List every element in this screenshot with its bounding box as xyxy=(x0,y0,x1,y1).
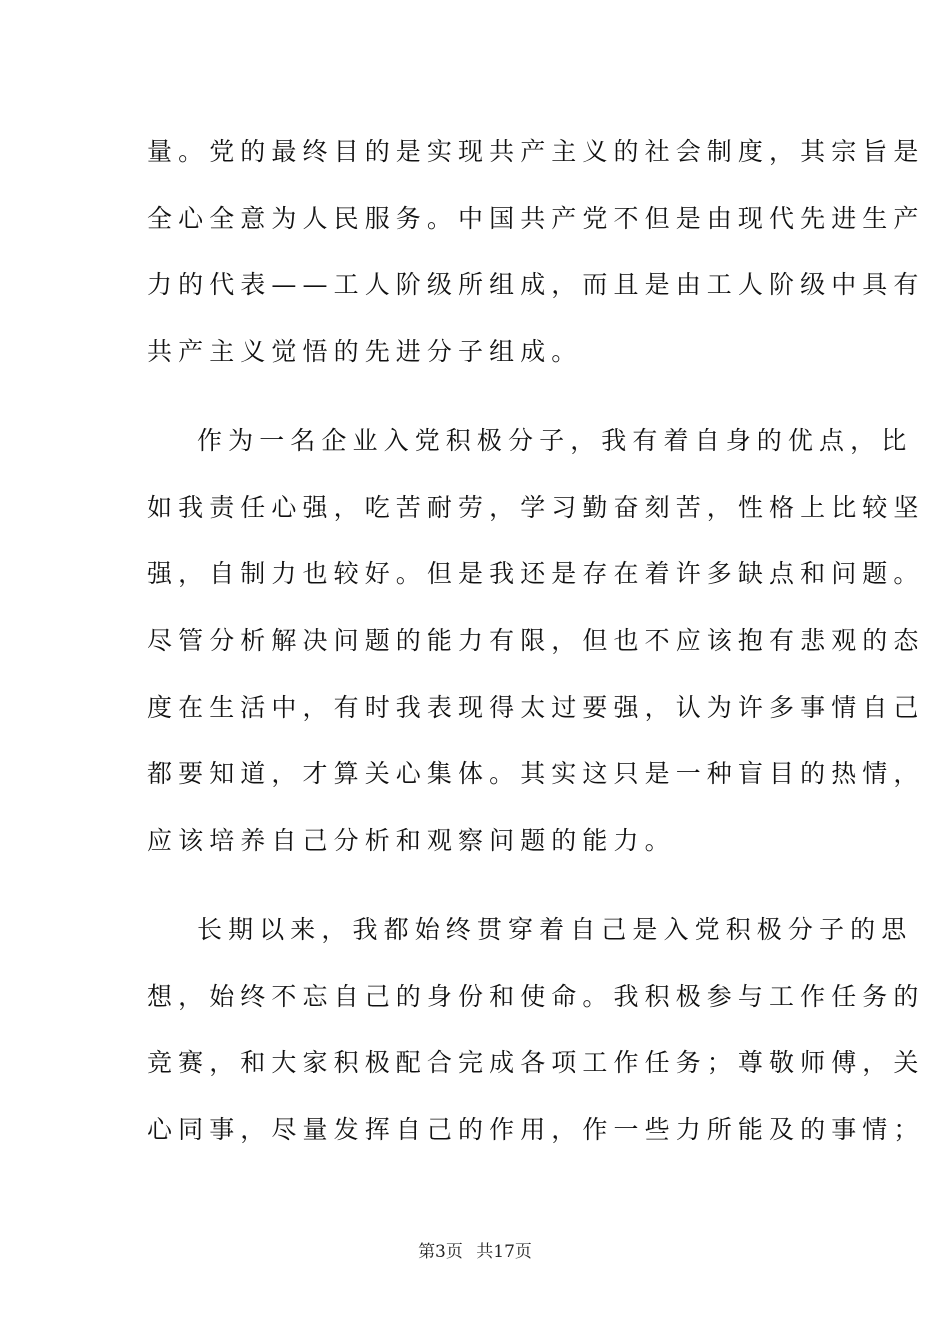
body-text-line: 强，自制力也较好。但是我还是存在着许多缺点和问题。 xyxy=(147,559,925,588)
page-number: 第3页 xyxy=(418,1242,463,1262)
body-text-line: 全心全意为人民服务。中国共产党不但是由现代先进生产 xyxy=(147,204,925,233)
page-footer xyxy=(0,1240,950,1264)
page-total: 共17页 xyxy=(476,1242,532,1262)
body-text-line: 共产主义觉悟的先进分子组成。 xyxy=(147,337,583,366)
body-text-line: 力的代表——工人阶级所组成，而且是由工人阶级中具有 xyxy=(147,270,925,299)
body-text-line: 都要知道，才算关心集体。其实这只是一种盲目的热情， xyxy=(147,759,925,788)
body-text-line: 想，始终不忘自己的身份和使命。我积极参与工作任务的 xyxy=(147,982,925,1011)
paragraph-first-line: 作为一名企业入党积极分子，我有着自身的优点，比 xyxy=(197,426,913,455)
body-text-line: 应该培养自己分析和观察问题的能力。 xyxy=(147,826,676,855)
paragraph-first-line: 长期以来，我都始终贯穿着自己是入党积极分子的思 xyxy=(197,915,913,944)
body-text-line: 度在生活中，有时我表现得太过要强，认为许多事情自己 xyxy=(147,693,925,722)
body-text-line: 量。党的最终目的是实现共产主义的社会制度，其宗旨是 xyxy=(147,137,925,166)
body-text-line: 心同事，尽量发挥自己的作用，作一些力所能及的事情； xyxy=(147,1115,925,1144)
body-text-line: 尽管分析解决问题的能力有限，但也不应该抱有悲观的态 xyxy=(147,626,925,655)
body-text-line: 如我责任心强，吃苦耐劳，学习勤奋刻苦，性格上比较坚 xyxy=(147,493,925,522)
body-text-line: 竞赛，和大家积极配合完成各项工作任务；尊敬师傅，关 xyxy=(147,1048,925,1077)
